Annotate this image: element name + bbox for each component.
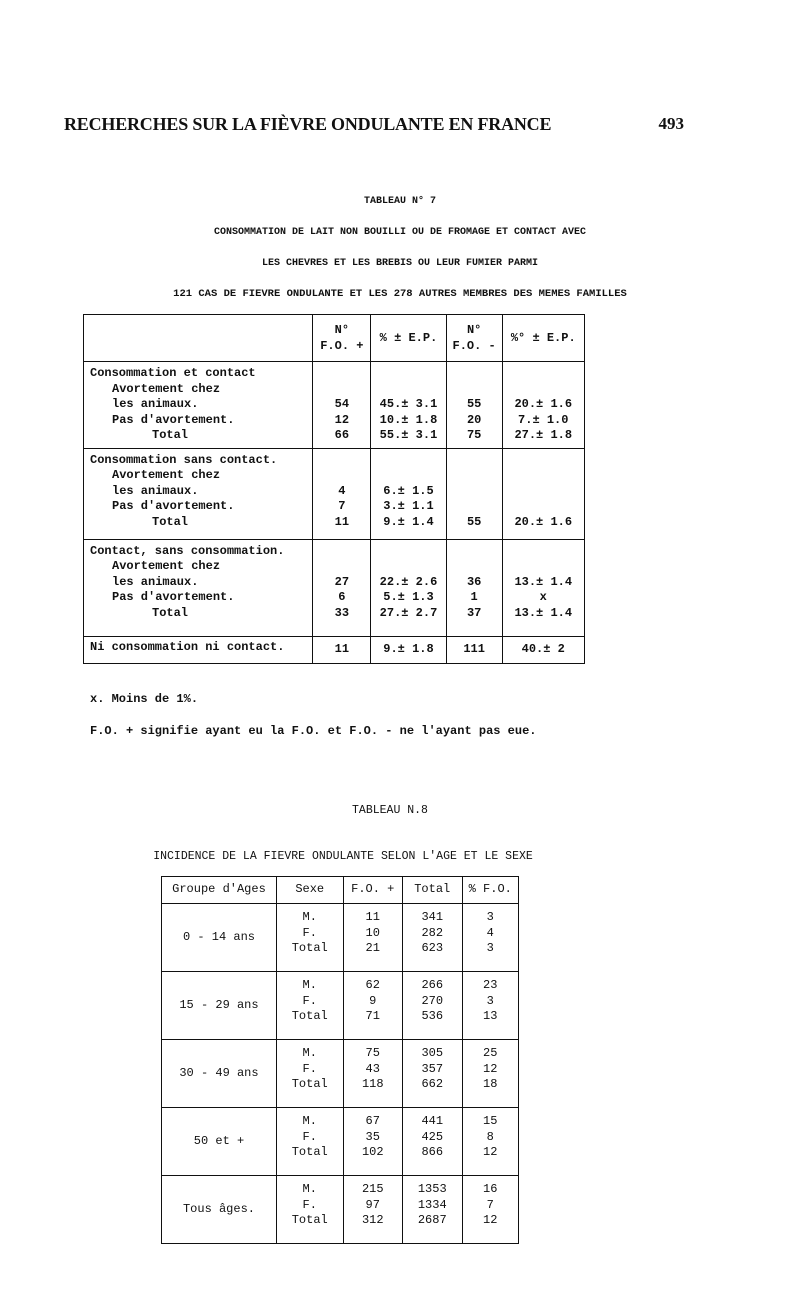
table7-group-consommation-sans-contact [84,448,585,539]
table8-fo: 67 35 102 [343,1108,403,1176]
table8-fo: 11 10 21 [343,904,403,972]
table8-age: 30 - 49 ans [162,1040,277,1108]
table7-caption-line-2: LES CHEVRES ET LES BREBIS OU LEUR FUMIER PARMI [261,258,539,269]
table8-fo: 62 9 71 [343,972,403,1040]
table8-group-all-ages [162,1176,519,1244]
table8-pct: 23 3 13 [462,972,519,1040]
table7-last-label: Ni consommation ni contact. [84,636,313,663]
table7-note-x: x. Moins de 1%. [90,692,199,706]
table8-header-sex: Sexe [276,877,343,904]
table8-pct: 15 8 12 [462,1108,519,1176]
table7-header-pct-neg: %° ± E.P. [502,315,584,362]
table7-last-col1: 11 [313,636,371,663]
table7-group-consommation-contact [84,362,585,449]
table7-header-blank [84,315,313,362]
table8-header-row [162,877,519,904]
table8-total: 305 357 662 [403,1040,463,1108]
table8-header-total: Total [403,877,463,904]
table8-pct: 3 4 3 [462,904,519,972]
table7-col4: 20.± 1.6 [502,448,584,539]
table7-col2: 6.± 1.5 3.± 1.1 9.± 1.4 [371,448,447,539]
table7-header-fo-pos: N° F.O. + [313,315,371,362]
label-line: Contact, sans consommation. [90,543,285,558]
label-line: les animaux. [112,483,199,498]
table8-group-50-plus [162,1108,519,1176]
table7-note-legend: F.O. + signifie ayant eu la F.O. et F.O. - ne l'ayant pas eue. [90,724,537,738]
table8-sex: M. F. Total [276,1108,343,1176]
table8-fo: 215 97 312 [343,1176,403,1244]
table8-age: Tous âges. [162,1176,277,1244]
table7-col1: 27 6 33 [313,539,371,636]
table8-header-age: Groupe d'Ages [162,877,277,904]
table8-label: TABLEAU N.8 [352,804,428,817]
table7-caption-line-3: 121 CAS DE FIEVRE ONDULANTE ET LES 278 AUTRES MEMBRES DES MEMES FAMILLES [173,288,627,300]
label-line: Pas d'avortement. [112,590,235,604]
label-line: Avortement chez [112,381,221,396]
table8-total: 266 270 536 [403,972,463,1040]
running-title: RECHERCHES SUR LA FIÈVRE ONDULANTE EN FRANCE [64,114,552,134]
table8-pct: 25 12 18 [462,1040,519,1108]
table7-col4: 13.± 1.4 x 13.± 1.4 [502,539,584,636]
table7-last-col4: 40.± 2 [502,636,584,663]
table7-col3: 55 [446,448,502,539]
label-line: les animaux. [112,574,199,589]
label-line: Consommation et contact [90,366,256,380]
label-line: Total [152,605,189,620]
table7-group-label [84,539,313,636]
table7-caption-line-1: CONSOMMATION DE LAIT NON BOUILLI OU DE FROMAGE ET CONTACT AVEC [213,227,587,238]
table8-group-30-49 [162,1040,519,1108]
table8-sex: M. F. Total [276,1040,343,1108]
table8-total: 1353 1334 2687 [403,1176,463,1244]
label-line: Total [152,428,189,442]
table7-group-contact-sans-consommation [84,539,585,636]
table7-col1: 4 7 11 [313,448,371,539]
table7 [83,314,585,664]
table8-fo: 75 43 118 [343,1040,403,1108]
table7-group-label [84,448,313,539]
label-line: Consommation sans contact. [90,452,278,467]
table8-group-0-14 [162,904,519,972]
table7-last-col3: 111 [446,636,502,663]
page-number: 493 [658,114,684,133]
table8-pct: 16 7 12 [462,1176,519,1244]
table8-age: 15 - 29 ans [162,972,277,1040]
label-line: Avortement chez [112,559,221,573]
table7-last-col2: 9.± 1.8 [371,636,447,663]
table7-group-label [84,362,313,449]
table8-age: 0 - 14 ans [162,904,277,972]
table7-col3: 36 1 37 [446,539,502,636]
table7-header-fo-neg: N° F.O. - [446,315,502,362]
table8-sex: M. F. Total [276,972,343,1040]
table7-col2: 22.± 2.6 5.± 1.3 27.± 2.7 [371,539,447,636]
table7-label: TABLEAU N° 7 [363,196,436,207]
table8-caption: INCIDENCE DE LA FIEVRE ONDULANTE SELON L'AGE ET LE SEXE [153,850,533,863]
label-line: Avortement chez [112,468,221,482]
table7-header-row [84,315,585,362]
table7-col1: 54 12 66 [313,362,371,449]
table8 [161,876,519,1244]
label-line: Pas d'avortement. [112,499,235,513]
label-line: Total [152,514,189,529]
table8-group-15-29 [162,972,519,1040]
running-head [64,114,684,138]
table7-col3: 55 20 75 [446,362,502,449]
table8-header-pct: % F.O. [462,877,519,904]
table7-row-ni-consommation [84,636,585,663]
table7-header-pct-pos: % ± E.P. [371,315,447,362]
label-line: Pas d'avortement. [112,412,235,427]
table8-age: 50 et + [162,1108,277,1176]
table8-header-fo: F.O. + [343,877,403,904]
table8-sex: M. F. Total [276,1176,343,1244]
table8-total: 341 282 623 [403,904,463,972]
table7-col2: 45.± 3.1 10.± 1.8 55.± 3.1 [371,362,447,449]
table7-col4: 20.± 1.6 7.± 1.0 27.± 1.8 [502,362,584,449]
table8-total: 441 425 866 [403,1108,463,1176]
label-line: les animaux. [112,397,199,411]
table8-sex: M. F. Total [276,904,343,972]
